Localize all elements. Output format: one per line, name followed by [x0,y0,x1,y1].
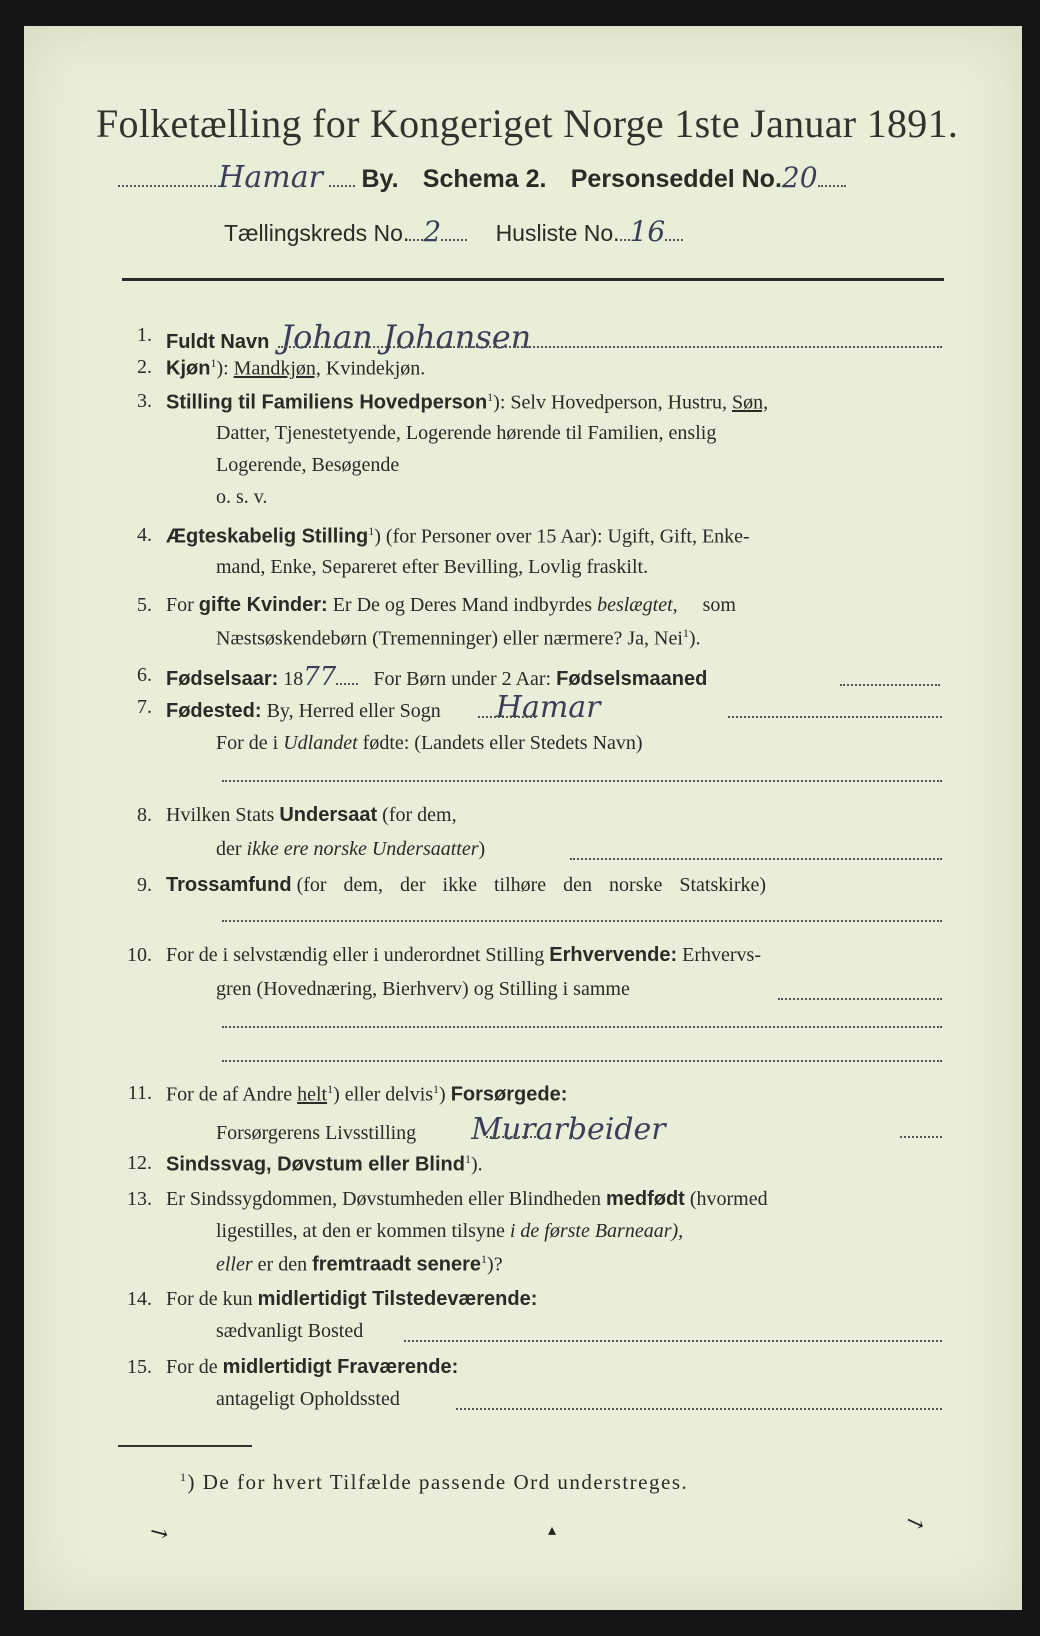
provider-occupation-handwritten: Murarbeider [471,1112,666,1147]
item-8-citizenship: Hvilken Stats Undersaat (for dem, [166,804,457,826]
option-male-underlined: Mandkjøn, [233,357,321,380]
footnote-divider [118,1445,252,1447]
item-7-birthplace: Fødested: By, Herred eller Sogn Hamar [166,690,601,725]
personseddel-label: Personseddel No. [570,165,782,193]
city-handwritten: Hamar [218,160,323,195]
item-15-temporarily-absent: For de midlertidigt Fraværende: [166,1356,459,1378]
krets-label: Tællingskreds No. [224,220,410,246]
birthplace-handwritten: Hamar [495,690,601,725]
personseddel-number-handwritten: 20 [781,161,818,194]
option-son-underlined: Søn, [732,391,769,414]
item-9-religion: Trossamfund (for dem, der ikke tilhøre den norske Statskirke) [166,874,767,896]
item-14-temporarily-present: For de kun midlertidigt Tilstedeværende: [166,1288,538,1310]
schema-label: Schema 2. [422,165,547,193]
pen-mark: ↘ [144,1517,174,1549]
full-name-handwritten: Johan Johansen [280,318,532,356]
item-12-disability: Sindssvag, Døvstum eller Blind$^1$). [166,1152,483,1176]
husliste-number-handwritten: 16 [629,215,666,248]
dotted-fill [118,181,216,187]
item-13-congenital: Er Sindssygdommen, Døvstumheden eller Blindheden medfødt (hvormed [166,1188,768,1210]
header-divider [122,278,944,281]
item-1-full-name: Fuldt Navn Johan Johansen [166,318,532,356]
item-number: 1. [137,324,152,346]
form-title: Folketælling for Kongeriget Norge 1ste Januar 1891. [96,101,959,146]
item-6-birth-year: Fødselsaar: 1877 For Børn under 2 Aar: Fødselsmaaned [166,662,708,692]
item-5-married-women: For gifte Kvinder: Er De og Deres Mand indbyrdes beslægtet, som [166,594,736,616]
schema-line [118,160,846,195]
krets-line [224,215,683,248]
krets-number-handwritten: 2 [423,215,442,248]
item-11-supported: For de af Andre helt$^1$) eller delvis$^1$) Forsørgede: [166,1082,568,1106]
item-10-occupation: For de i selvstændig eller i underordnet Stilling Erhvervende: Erhvervs- [166,944,761,966]
item-3-family-position: Stilling til Familiens Hovedperson$^1$): Selv Hovedperson, Hustru, Søn, [166,390,769,414]
by-label: By. [361,165,399,193]
husliste-label: Husliste No. [495,220,620,246]
pen-mark: ▴ [548,1522,557,1539]
item-4-marital-status: Ægteskabelig Stilling$^1$) (for Personer over 15 Aar): Ugift, Gift, Enke- [166,524,750,548]
footnote: $^1$) De for hvert Tilfælde passende Ord understreges. [180,1470,689,1494]
pen-mark: ↘ [902,1507,928,1538]
birth-year-handwritten: 77 [303,662,337,692]
item-2-sex: Kjøn$^1$): Mandkjøn, Kvindekjøn. [166,356,426,380]
